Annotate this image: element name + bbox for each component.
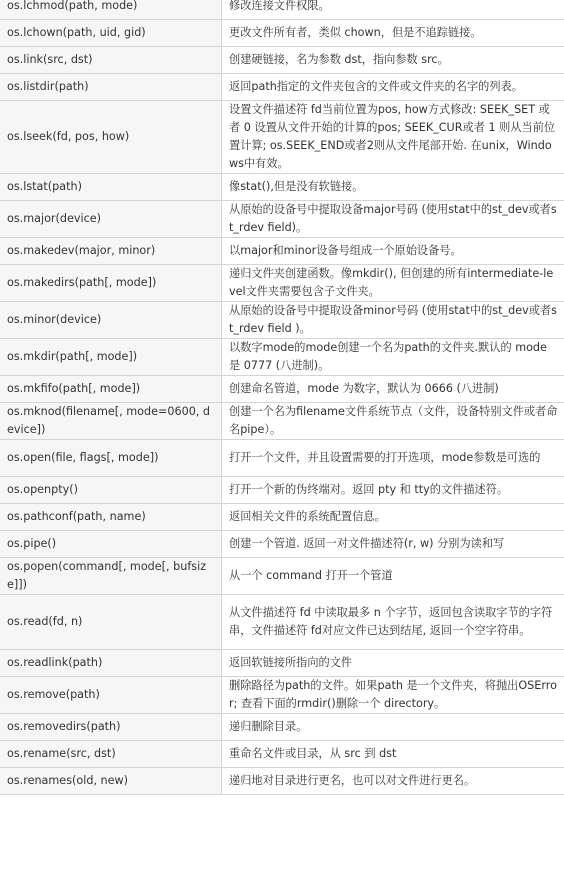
function-signature-cell: os.lchown(path, uid, gid) (0, 20, 222, 47)
table-row (0, 74, 564, 101)
function-signature-cell: os.listdir(path) (0, 74, 222, 101)
table-row (0, 477, 564, 504)
function-signature-cell: os.removedirs(path) (0, 714, 222, 741)
function-signature-cell: os.link(src, dst) (0, 47, 222, 74)
function-description-cell: 返回软链接所指向的文件 (222, 650, 564, 677)
function-signature-cell: os.pathconf(path, name) (0, 504, 222, 531)
table-row (0, 376, 564, 403)
table-row (0, 101, 564, 174)
function-description-cell: 返回path指定的文件夹包含的文件或文件夹的名字的列表。 (222, 74, 564, 101)
function-signature-cell: os.readlink(path) (0, 650, 222, 677)
table-row (0, 47, 564, 74)
table-row (0, 650, 564, 677)
table-row (0, 595, 564, 650)
function-description-cell: 以数字mode的mode创建一个名为path的文件夹.默认的 mode 是 0777 (八进制)。 (222, 339, 564, 376)
table-row (0, 768, 564, 795)
function-signature-cell: os.read(fd, n) (0, 595, 222, 650)
function-description-cell: 更改文件所有者，类似 chown，但是不追踪链接。 (222, 20, 564, 47)
table-row (0, 20, 564, 47)
table-row (0, 201, 564, 238)
function-description-cell: 创建硬链接，名为参数 dst，指向参数 src。 (222, 47, 564, 74)
table-row (0, 0, 564, 20)
function-description-cell: 打开一个新的伪终端对。返回 pty 和 tty的文件描述符。 (222, 477, 564, 504)
table-row (0, 440, 564, 477)
table-row (0, 558, 564, 595)
function-description-cell: 从原始的设备号中提取设备major号码 (使用stat中的st_dev或者st_rdev field)。 (222, 201, 564, 238)
function-signature-cell: os.lstat(path) (0, 174, 222, 201)
table-row (0, 302, 564, 339)
table-row (0, 531, 564, 558)
table-row (0, 339, 564, 376)
function-description-cell: 修改连接文件权限。 (222, 0, 564, 20)
function-signature-cell: os.mknod(filename[, mode=0600, device]) (0, 403, 222, 440)
function-description-cell: 创建一个管道. 返回一对文件描述符(r, w) 分别为读和写 (222, 531, 564, 558)
function-signature-cell: os.open(file, flags[, mode]) (0, 440, 222, 477)
function-description-cell: 打开一个文件，并且设置需要的打开选项，mode参数是可选的 (222, 440, 564, 477)
function-description-cell: 递归文件夹创建函数。像mkdir(), 但创建的所有intermediate-level文件夹需要包含子文件夹。 (222, 265, 564, 302)
table-row (0, 677, 564, 714)
table-row (0, 403, 564, 440)
function-description-cell: 设置文件描述符 fd当前位置为pos, how方式修改: SEEK_SET 或者 0 设置从文件开始的计算的pos; SEEK_CUR或者 1 则从当前位置计算; os.SEEK_END或者2则从文件尾部开始. 在unix，Windows中有效。 (222, 101, 564, 174)
function-signature-cell: os.pipe() (0, 531, 222, 558)
function-description-cell: 删除路径为path的文件。如果path 是一个文件夹，将抛出OSError; 查看下面的rmdir()删除一个 directory。 (222, 677, 564, 714)
function-description-cell: 创建命名管道，mode 为数字，默认为 0666 (八进制) (222, 376, 564, 403)
table-row (0, 741, 564, 768)
function-description-cell: 从原始的设备号中提取设备minor号码 (使用stat中的st_dev或者st_rdev field )。 (222, 302, 564, 339)
function-signature-cell: os.makedev(major, minor) (0, 238, 222, 265)
table-row (0, 504, 564, 531)
table-row (0, 174, 564, 201)
function-signature-cell: os.major(device) (0, 201, 222, 238)
function-signature-cell: os.openpty() (0, 477, 222, 504)
function-description-cell: 递归地对目录进行更名，也可以对文件进行更名。 (222, 768, 564, 795)
function-description-cell: 递归删除目录。 (222, 714, 564, 741)
function-signature-cell: os.minor(device) (0, 302, 222, 339)
function-description-cell: 从文件描述符 fd 中读取最多 n 个字节，返回包含读取字节的字符串，文件描述符 fd对应文件已达到结尾, 返回一个空字符串。 (222, 595, 564, 650)
table-row (0, 265, 564, 302)
function-description-cell: 创建一个名为filename文件系统节点（文件，设备特别文件或者命名pipe）。 (222, 403, 564, 440)
function-description-cell: 像stat(),但是没有软链接。 (222, 174, 564, 201)
function-description-cell: 以major和minor设备号组成一个原始设备号。 (222, 238, 564, 265)
function-signature-cell: os.mkfifo(path[, mode]) (0, 376, 222, 403)
function-signature-cell: os.rename(src, dst) (0, 741, 222, 768)
table-row (0, 238, 564, 265)
function-signature-cell: os.makedirs(path[, mode]) (0, 265, 222, 302)
function-description-cell: 重命名文件或目录，从 src 到 dst (222, 741, 564, 768)
function-signature-cell: os.lseek(fd, pos, how) (0, 101, 222, 174)
function-description-cell: 从一个 command 打开一个管道 (222, 558, 564, 595)
function-signature-cell: os.renames(old, new) (0, 768, 222, 795)
function-signature-cell: os.mkdir(path[, mode]) (0, 339, 222, 376)
function-description-cell: 返回相关文件的系统配置信息。 (222, 504, 564, 531)
function-signature-cell: os.lchmod(path, mode) (0, 0, 222, 20)
table-row (0, 714, 564, 741)
function-signature-cell: os.popen(command[, mode[, bufsize]]) (0, 558, 222, 595)
function-signature-cell: os.remove(path) (0, 677, 222, 714)
